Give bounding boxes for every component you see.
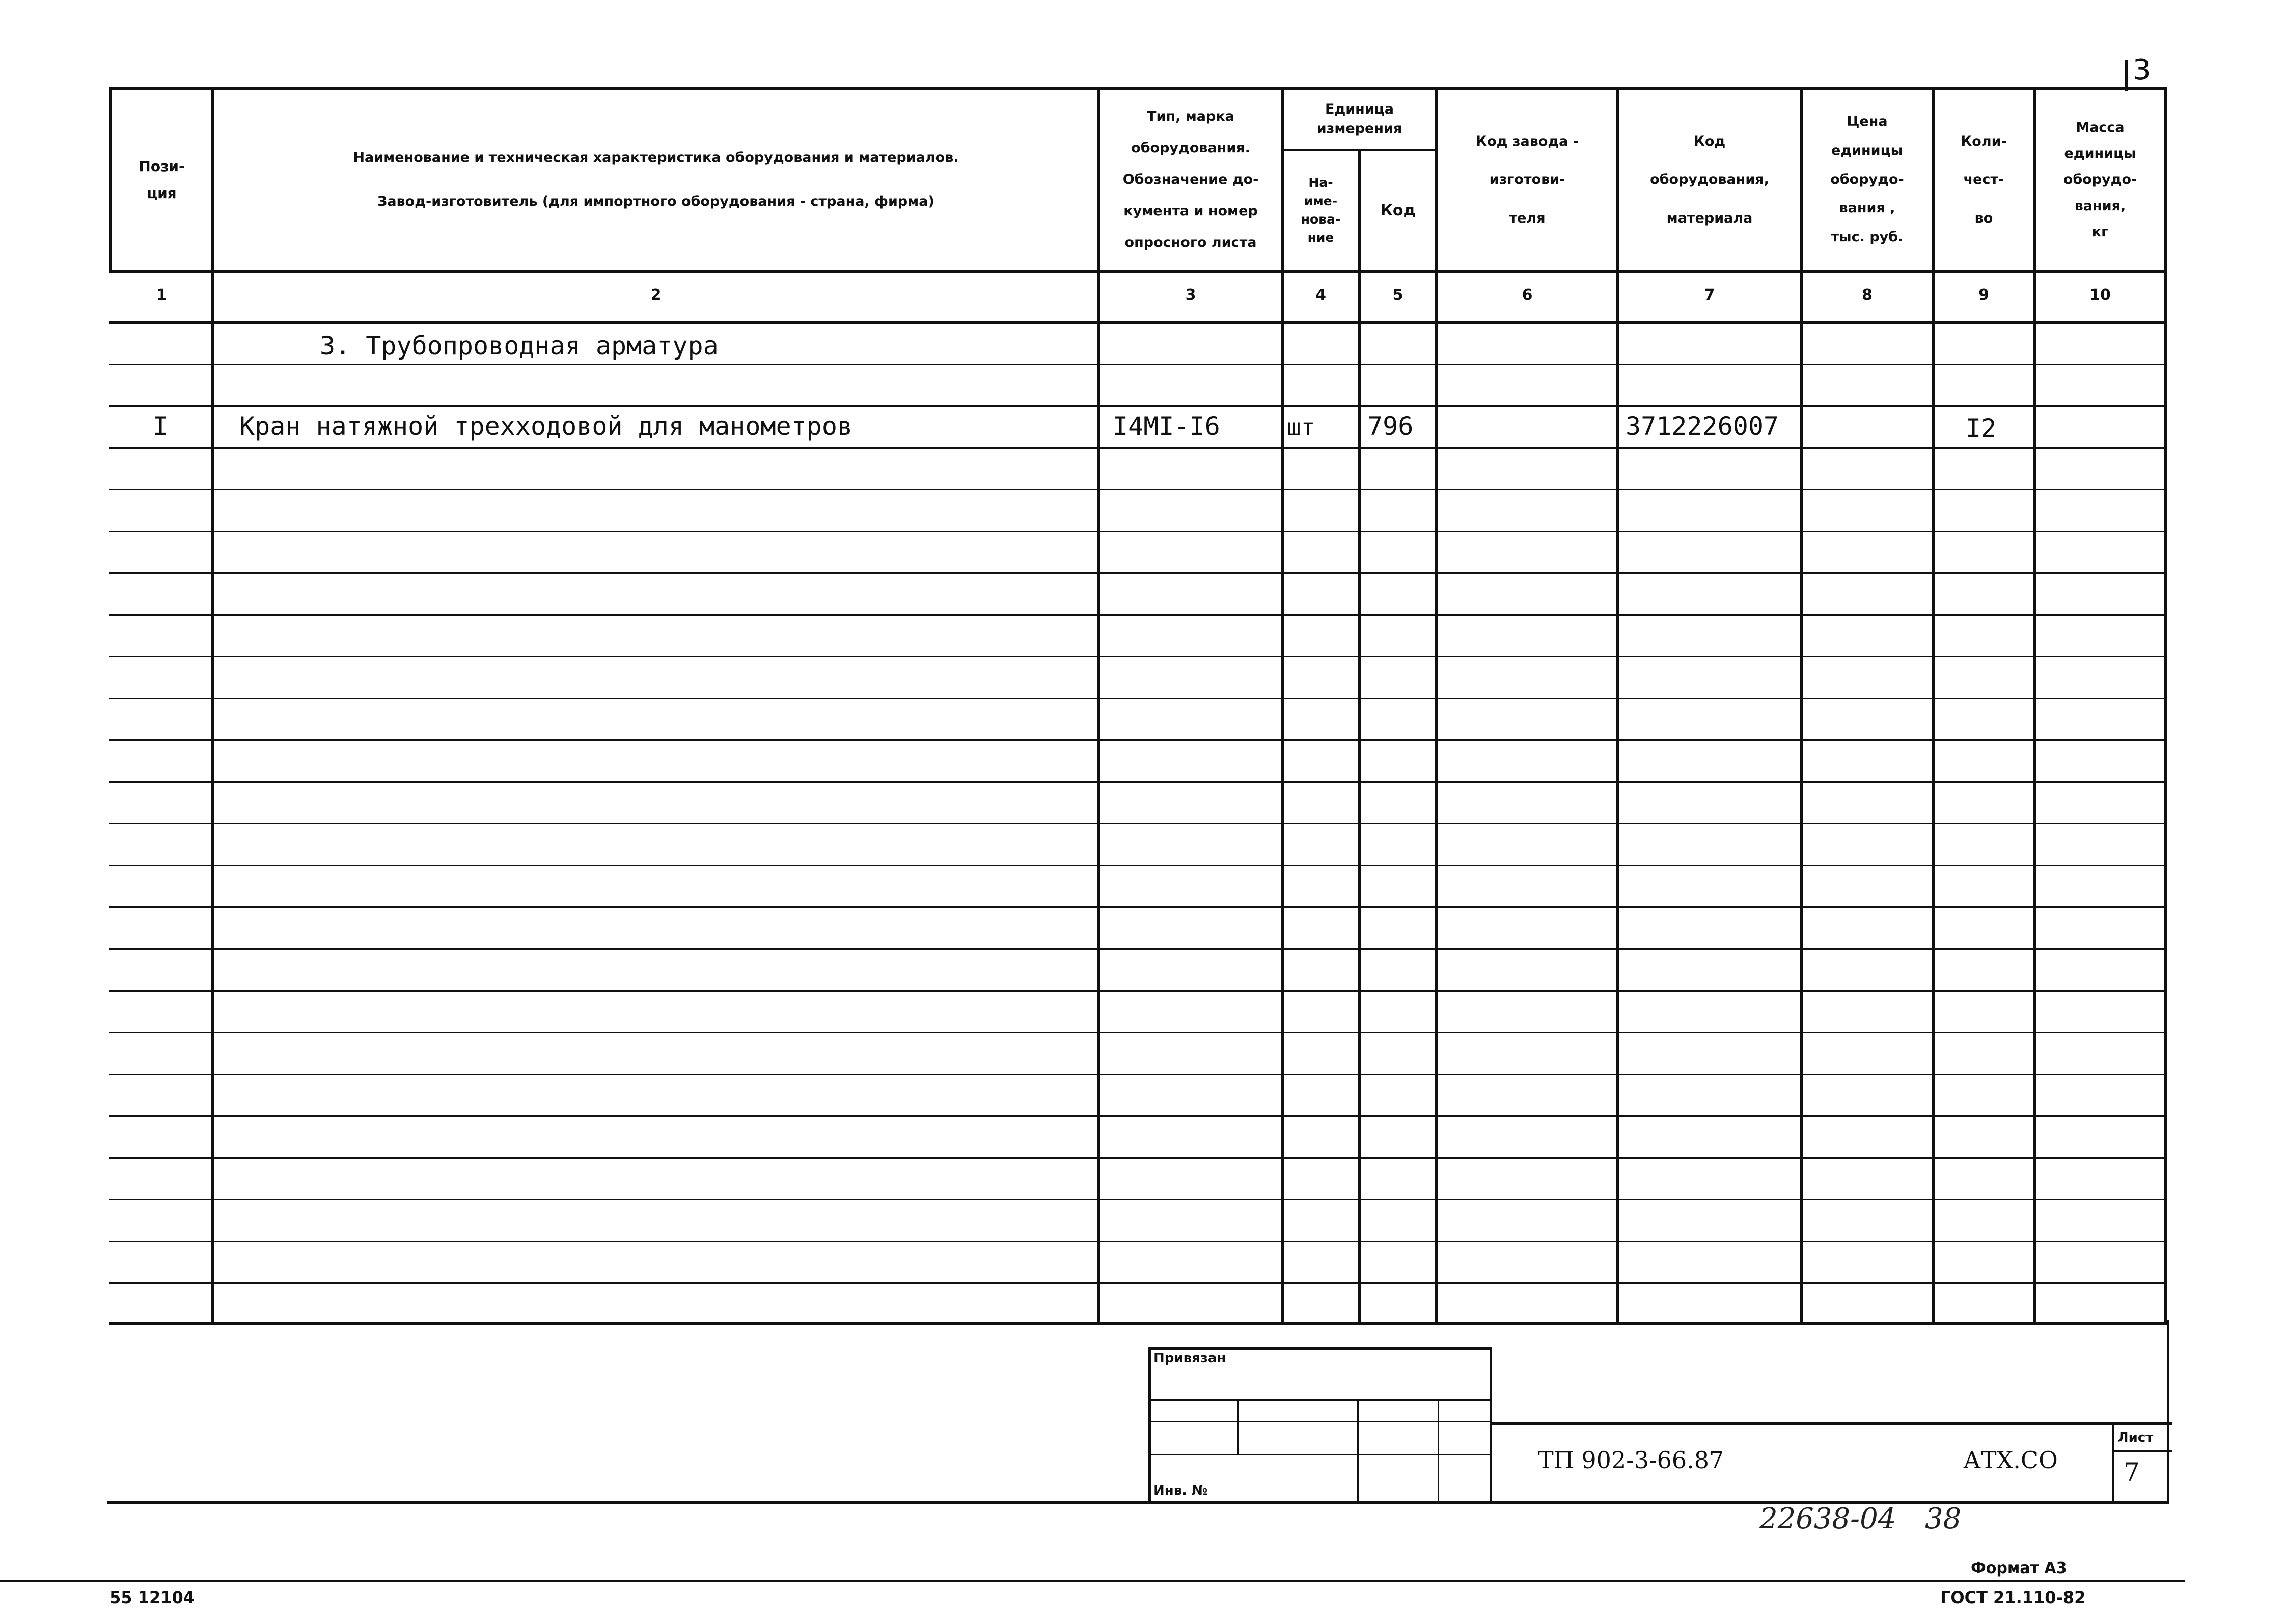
item-position: I (153, 411, 169, 441)
row-line (109, 865, 2167, 866)
header-col5 (1361, 151, 1435, 270)
header-col1-line2: ция (147, 185, 177, 202)
row-line (109, 698, 2167, 699)
item-unit: шт (1287, 414, 1315, 441)
header-col2-line2: Завод-изготовитель (для импортного оборудования - страна, фирма) (377, 194, 934, 209)
corner-mark: 3 (2133, 53, 2151, 87)
item-type: I4MI-I6 (1113, 411, 1220, 441)
header-col10-line3: оборудо- (2063, 172, 2137, 188)
item-quantity: I2 (1966, 414, 1997, 443)
col-divider-5 (1435, 87, 1438, 1324)
sheet-box-left (2112, 1422, 2114, 1502)
header-col2-line1: Наименование и техническая характеристика оборудования и материалов. (353, 149, 959, 166)
colnum-1: 1 (156, 286, 167, 304)
row-line (109, 1032, 2167, 1033)
header-col7-line1: Код (1693, 133, 1726, 149)
header-col8 (1803, 90, 1932, 270)
header-bottom-border (109, 270, 2167, 273)
stamp-top (1148, 1347, 1492, 1350)
row-line (109, 739, 2167, 741)
colnum-9: 9 (1978, 286, 1989, 304)
linked-label: Привязан (1153, 1351, 1226, 1366)
stamp-row-4 (1492, 1422, 2172, 1425)
header-col3 (1100, 90, 1281, 270)
table-bottom-border (109, 1322, 2167, 1325)
stamp-row-2 (1148, 1421, 1492, 1422)
row-line (109, 447, 2167, 449)
colnum-3: 3 (1185, 286, 1196, 304)
handwritten-number: 22638-04 (1759, 1502, 1896, 1535)
handwritten-page: 38 (1925, 1502, 1962, 1535)
header-col4-line4: ние (1307, 230, 1334, 245)
row-line (109, 781, 2167, 783)
row-line (109, 531, 2167, 532)
col-divider-6 (1616, 87, 1619, 1324)
col-divider-4 (1358, 149, 1361, 1324)
colnum-10: 10 (2089, 286, 2111, 304)
header-col4-line2: име- (1304, 193, 1338, 208)
sheet-label: Лист (2117, 1430, 2154, 1445)
header-col4-line3: нова- (1301, 212, 1341, 227)
doc-code: ТП 902-3-66.87 (1538, 1446, 1724, 1474)
header-col7 (1619, 90, 1800, 270)
row-line (109, 364, 2167, 365)
header-col10-line1: Масса (2076, 119, 2125, 135)
header-col3-line3: Обозначение до- (1122, 171, 1259, 187)
col-divider-1 (211, 87, 214, 1324)
header-col10 (2036, 90, 2164, 270)
header-col10-line4: вания, (2074, 198, 2126, 214)
row-line (109, 906, 2167, 908)
header-unit-group (1284, 90, 1435, 149)
header-col7-line3: материала (1666, 210, 1753, 226)
header-col8-line4: вания , (1839, 200, 1895, 216)
header-col6 (1438, 90, 1616, 270)
row-line (109, 405, 2167, 407)
header-col9-line1: Коли- (1961, 133, 2007, 149)
footer-format: Формат А3 (1971, 1559, 2067, 1577)
header-col3-line1: Тип, марка (1147, 108, 1234, 124)
header-col6-line3: теля (1509, 210, 1546, 226)
table-right-border (2164, 87, 2167, 1324)
colnum-6: 6 (1522, 286, 1533, 304)
colnum-8: 8 (1862, 286, 1873, 304)
header-col10-line2: единицы (2064, 146, 2136, 162)
footer-line (0, 1580, 2185, 1582)
sheet-box-divider (2112, 1450, 2172, 1452)
header-col8-line1: Цена (1847, 114, 1888, 130)
header-col7-line2: оборудования, (1650, 172, 1769, 188)
row-line (109, 1241, 2167, 1242)
stamp-right (1490, 1347, 1492, 1502)
footer-left-code: 55 12104 (109, 1588, 195, 1607)
row-line (109, 1157, 2167, 1159)
header-col9-line3: во (1974, 210, 1993, 226)
header-col9-line2: чест- (1963, 172, 2004, 188)
row-line (109, 572, 2167, 574)
stamp-div-1 (1237, 1399, 1239, 1454)
stamp-row-1 (1148, 1399, 1492, 1401)
colnum-2: 2 (650, 286, 662, 304)
footer-gost: ГОСТ 21.110-82 (1940, 1588, 2086, 1607)
row-line (109, 1199, 2167, 1200)
header-col8-line5: тыс. руб. (1831, 229, 1904, 245)
col-divider-3 (1281, 87, 1284, 1324)
doc-mark: АТХ.СО (1963, 1446, 2058, 1474)
item-unit-code: 796 (1367, 411, 1414, 441)
col-divider-7 (1800, 87, 1803, 1324)
header-col4-line1: На- (1308, 175, 1333, 190)
header-unit-line1: Единица (1325, 101, 1394, 118)
numbers-bottom-border (109, 321, 2167, 324)
header-col9 (1935, 90, 2033, 270)
header-col3-line2: оборудования. (1131, 140, 1250, 156)
row-line (109, 656, 2167, 657)
item-name: Кран натяжной трехходовой для манометров (239, 411, 853, 441)
header-col6-line1: Код завода - (1476, 133, 1579, 149)
row-line (109, 948, 2167, 950)
header-col3-line4: кумента и номер (1123, 203, 1258, 219)
row-line (109, 489, 2167, 490)
colnum-5: 5 (1392, 286, 1403, 304)
row-line (109, 614, 2167, 616)
header-col10-line5: кг (2091, 224, 2109, 240)
header-col1-line1: Пози- (139, 157, 185, 175)
colnum-4: 4 (1315, 286, 1326, 304)
header-col6-line2: изготови- (1489, 172, 1565, 188)
stamp-left (1148, 1347, 1151, 1502)
section-title: 3. Трубопроводная арматура (320, 331, 719, 361)
col-divider-2 (1097, 87, 1100, 1324)
stamp-row-3 (1148, 1454, 1492, 1455)
header-col8-line2: единицы (1831, 142, 1904, 158)
header-col5-line1: Код (1380, 201, 1416, 219)
row-line (109, 990, 2167, 992)
header-col8-line3: оборудо- (1830, 171, 1904, 187)
inv-label: Инв. № (1153, 1483, 1208, 1498)
header-unit-line2: измерения (1316, 121, 1402, 136)
stamp-div-3 (1438, 1399, 1439, 1502)
colnum-7: 7 (1704, 286, 1715, 304)
row-line (109, 1074, 2167, 1075)
sheet-box-right (2167, 1320, 2169, 1502)
header-col4 (1284, 151, 1358, 270)
item-equipment-code: 3712226007 (1626, 411, 1779, 441)
col-divider-9 (2033, 87, 2036, 1324)
stamp-div-2 (1357, 1399, 1359, 1502)
row-line (109, 1115, 2167, 1117)
col-divider-8 (1932, 87, 1935, 1324)
header-col2 (214, 90, 1097, 270)
row-line (109, 823, 2167, 824)
corner-bracket (2125, 60, 2128, 91)
header-col1 (112, 90, 211, 270)
row-line (109, 1282, 2167, 1284)
header-col3-line5: опросного листа (1124, 235, 1257, 251)
sheet-number: 7 (2124, 1457, 2140, 1487)
